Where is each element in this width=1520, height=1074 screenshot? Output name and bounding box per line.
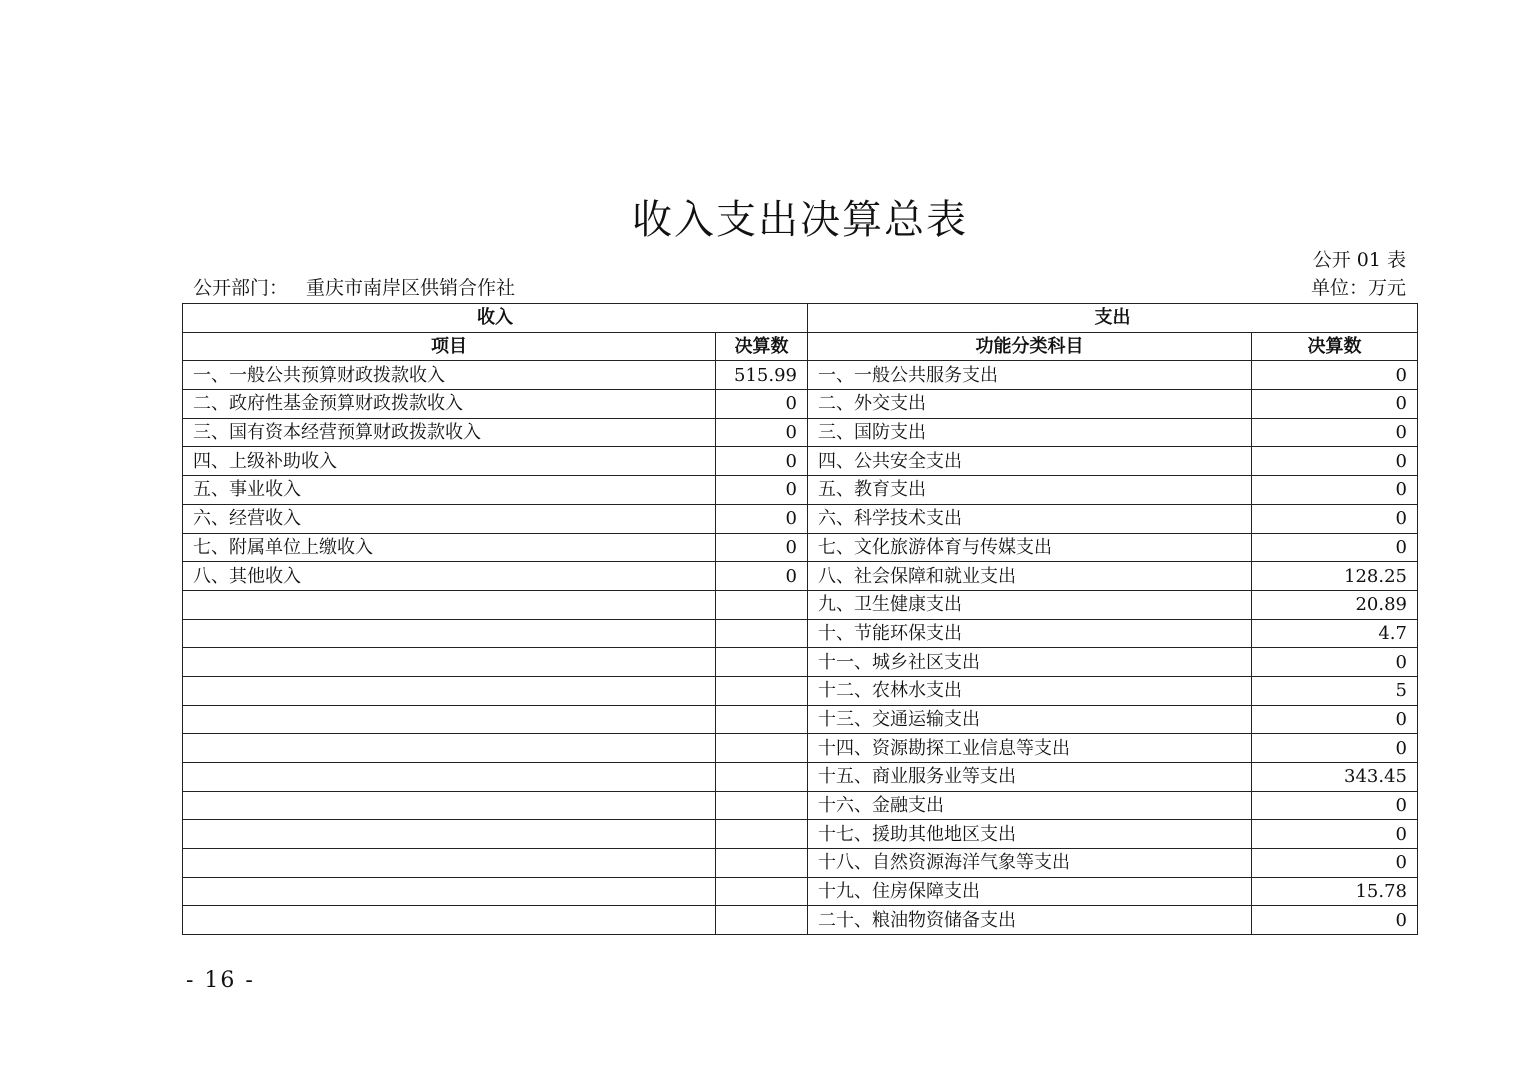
expense-amount-cell: 0 xyxy=(1252,476,1418,505)
expense-item-cell: 四、公共安全支出 xyxy=(808,447,1252,476)
income-amount-cell xyxy=(716,849,808,878)
income-amount-cell: 0 xyxy=(716,533,808,562)
expense-amount-cell: 0 xyxy=(1252,791,1418,820)
income-amount-cell xyxy=(716,648,808,677)
table-row xyxy=(183,447,1418,476)
table-row xyxy=(183,906,1418,935)
income-item-cell xyxy=(183,734,716,763)
expense-item-cell: 八、社会保障和就业支出 xyxy=(808,562,1252,591)
income-amount-cell: 0 xyxy=(716,476,808,505)
income-amount-cell: 0 xyxy=(716,418,808,447)
expense-item-cell: 一、一般公共服务支出 xyxy=(808,361,1252,390)
income-amount-cell xyxy=(716,590,808,619)
unit-label: 单位：万元 xyxy=(1310,277,1406,299)
income-item-cell xyxy=(183,648,716,677)
table-row xyxy=(183,562,1418,591)
table-row xyxy=(183,590,1418,619)
expense-amount-cell: 0 xyxy=(1252,734,1418,763)
income-item-cell: 三、国有资本经营预算财政拨款收入 xyxy=(183,418,716,447)
expense-item-cell: 十八、自然资源海洋气象等支出 xyxy=(808,849,1252,878)
table-row xyxy=(183,619,1418,648)
table-row xyxy=(183,734,1418,763)
expense-amount-cell: 0 xyxy=(1252,447,1418,476)
expense-item-cell: 十、节能环保支出 xyxy=(808,619,1252,648)
expense-item-cell: 七、文化旅游体育与传媒支出 xyxy=(808,533,1252,562)
expense-item-cell: 十三、交通运输支出 xyxy=(808,705,1252,734)
income-item-cell: 四、上级补助收入 xyxy=(183,447,716,476)
table-number: 公开 01 表 xyxy=(1312,249,1406,271)
department-label: 公开部门： xyxy=(193,277,289,299)
income-item-cell: 六、经营收入 xyxy=(183,504,716,533)
income-amount-cell xyxy=(716,763,808,792)
table-row xyxy=(183,648,1418,677)
table-row xyxy=(183,705,1418,734)
expense-item-cell: 五、教育支出 xyxy=(808,476,1252,505)
income-item-cell: 五、事业收入 xyxy=(183,476,716,505)
document-title: 收入支出决算总表 xyxy=(632,197,968,243)
income-item-cell: 二、政府性基金预算财政拨款收入 xyxy=(183,390,716,419)
expense-item-cell: 十四、资源勘探工业信息等支出 xyxy=(808,734,1252,763)
expense-amount-cell: 0 xyxy=(1252,418,1418,447)
income-item-cell: 七、附属单位上缴收入 xyxy=(183,533,716,562)
expense-item-cell: 六、科学技术支出 xyxy=(808,504,1252,533)
expense-amount-cell: 0 xyxy=(1252,648,1418,677)
expense-amount-cell: 0 xyxy=(1252,390,1418,419)
table-row xyxy=(183,476,1418,505)
expense-item-cell: 九、卫生健康支出 xyxy=(808,590,1252,619)
income-item-cell xyxy=(183,820,716,849)
department-name: 重庆市南岸区供销合作社 xyxy=(306,277,516,299)
expense-item-cell: 十二、农林水支出 xyxy=(808,676,1252,705)
table-row xyxy=(183,676,1418,705)
section-header-row xyxy=(183,304,1418,333)
expense-item-cell: 三、国防支出 xyxy=(808,418,1252,447)
income-item-cell: 一、一般公共预算财政拨款收入 xyxy=(183,361,716,390)
expense-amount-cell: 343.45 xyxy=(1252,763,1418,792)
table-row xyxy=(183,791,1418,820)
expense-amount-cell: 0 xyxy=(1252,849,1418,878)
income-item-cell xyxy=(183,590,716,619)
income-amount-cell: 515.99 xyxy=(716,361,808,390)
income-item-cell xyxy=(183,619,716,648)
expense-item-cell: 十七、援助其他地区支出 xyxy=(808,820,1252,849)
income-amount-cell xyxy=(716,734,808,763)
income-amount-cell xyxy=(716,791,808,820)
income-item-cell xyxy=(183,676,716,705)
income-expense-table xyxy=(182,303,1418,935)
income-item-column-header: 项目 xyxy=(183,332,716,361)
table-row xyxy=(183,877,1418,906)
expense-amount-cell: 0 xyxy=(1252,504,1418,533)
table-row xyxy=(183,849,1418,878)
expense-amount-cell: 4.7 xyxy=(1252,619,1418,648)
expense-item-column-header: 功能分类科目 xyxy=(808,332,1252,361)
income-item-cell xyxy=(183,906,716,935)
table-row xyxy=(183,390,1418,419)
expense-item-cell: 十一、城乡社区支出 xyxy=(808,648,1252,677)
table-row xyxy=(183,533,1418,562)
table-row xyxy=(183,418,1418,447)
expense-item-cell: 十五、商业服务业等支出 xyxy=(808,763,1252,792)
income-amount-cell xyxy=(716,676,808,705)
table-row xyxy=(183,763,1418,792)
expense-item-cell: 二十、粮油物资储备支出 xyxy=(808,906,1252,935)
expense-amount-cell: 0 xyxy=(1252,705,1418,734)
expense-amount-cell: 0 xyxy=(1252,361,1418,390)
department-line xyxy=(193,274,515,302)
expense-item-cell: 十六、金融支出 xyxy=(808,791,1252,820)
income-amount-cell xyxy=(716,877,808,906)
expense-section-header: 支出 xyxy=(808,304,1418,333)
income-item-cell xyxy=(183,705,716,734)
expense-amount-cell: 15.78 xyxy=(1252,877,1418,906)
table-row xyxy=(183,361,1418,390)
income-item-cell: 八、其他收入 xyxy=(183,562,716,591)
income-section-header: 收入 xyxy=(183,304,808,333)
income-item-cell xyxy=(183,763,716,792)
expense-item-cell: 十九、住房保障支出 xyxy=(808,877,1252,906)
income-amount-cell: 0 xyxy=(716,390,808,419)
expense-amount-cell: 0 xyxy=(1252,820,1418,849)
table-body xyxy=(183,361,1418,935)
income-amount-cell: 0 xyxy=(716,504,808,533)
income-amount-cell: 0 xyxy=(716,562,808,591)
expense-amount-column-header: 决算数 xyxy=(1252,332,1418,361)
expense-amount-cell: 5 xyxy=(1252,676,1418,705)
income-amount-column-header: 决算数 xyxy=(716,332,808,361)
expense-amount-cell: 0 xyxy=(1252,533,1418,562)
expense-amount-cell: 0 xyxy=(1252,906,1418,935)
income-amount-cell xyxy=(716,906,808,935)
expense-amount-cell: 128.25 xyxy=(1252,562,1418,591)
income-item-cell xyxy=(183,849,716,878)
column-header-row xyxy=(183,332,1418,361)
table-row xyxy=(183,820,1418,849)
table-row xyxy=(183,504,1418,533)
expense-amount-cell: 20.89 xyxy=(1252,590,1418,619)
page-number: - 16 - xyxy=(186,968,255,993)
income-amount-cell xyxy=(716,820,808,849)
income-amount-cell xyxy=(716,705,808,734)
income-amount-cell: 0 xyxy=(716,447,808,476)
expense-item-cell: 二、外交支出 xyxy=(808,390,1252,419)
income-amount-cell xyxy=(716,619,808,648)
income-item-cell xyxy=(183,791,716,820)
income-item-cell xyxy=(183,877,716,906)
